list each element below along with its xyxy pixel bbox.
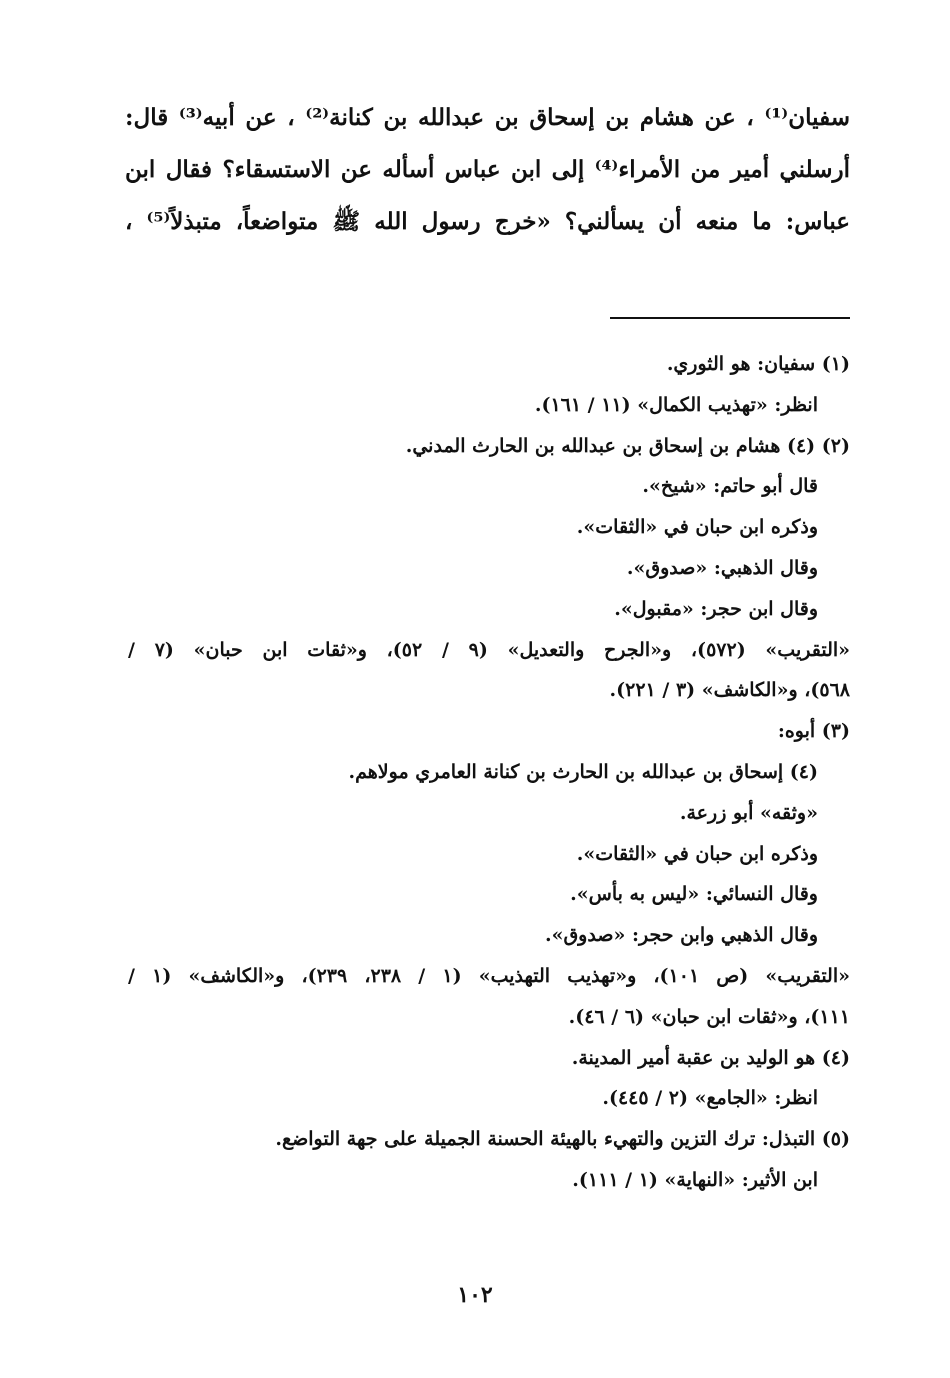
footnote-line: ١١١)، و«ثقات ابن حبان» (٦ / ٤٦). <box>568 1005 850 1028</box>
footnote-line: (٤) هو الوليد بن عقبة أمير المدينة. <box>571 1046 850 1069</box>
main-text-line: عباس: ما منعه أن يسألني؟ «خرج رسول الله ﷺ متواضعاً، متبذلاً⁽⁵⁾ ، <box>125 208 851 235</box>
footnote-line: قال أبو حاتم: «شيخ». <box>642 475 818 498</box>
footnote-line: انظر: «تهذيب الكمال» (١١ / ١٦١). <box>534 393 818 416</box>
footnote-line: «التقريب» (ص ١٠١)، و«تهذيب التهذيب» (١ / ٢٣٨، ٢٣٩)، و«الكاشف» (١ / <box>128 964 851 987</box>
footnote-line: (٤) إسحاق بن عبدالله بن الحارث بن كنانة العامري مولاهم. <box>348 760 818 783</box>
footnote-line: ابن الأثير: «النهاية» (١ / ١١١). <box>572 1168 818 1191</box>
page-number: ١٠٢ <box>457 1282 493 1308</box>
footnotes <box>128 344 850 1201</box>
footnote-separator <box>610 317 850 319</box>
footnote-line: وقال الذهبي: «صدوق». <box>626 556 818 579</box>
footnote-line: وذكره ابن حبان في «الثقات». <box>576 516 818 539</box>
main-text-line: أرسلني أمير من الأمراء⁽⁴⁾ إلى ابن عباس أسأله عن الاستسقاء؟ فقال ابن <box>125 156 850 183</box>
footnote-line: «التقريب» (٥٧٢)، و«الجرح والتعديل» (٩ / ٥٢)، و«ثقات ابن حبان» (٧ / <box>128 638 851 661</box>
footnote-line: وقال النسائي: «ليس به بأس». <box>570 883 818 906</box>
footnote-line: (١) سفيان: هو الثوري. <box>666 353 850 375</box>
footnote-line: ٥٦٨)، و«الكاشف» (٣ / ٢٢١). <box>609 679 850 702</box>
main-text-line: سفيان⁽¹⁾ ، عن هشام بن إسحاق بن عبدالله بن كنانة⁽²⁾ ، عن أبيه⁽³⁾ قال: <box>125 104 850 131</box>
main-text <box>125 92 850 248</box>
footnote-line: وقال ابن حجر: «مقبول». <box>614 597 818 620</box>
footnote-line: «وثقه» أبو زرعة. <box>679 801 818 824</box>
footnote-line: انظر: «الجامع» (٢ / ٤٤٥). <box>602 1087 818 1110</box>
footnote-line: وذكره ابن حبان في «الثقات». <box>576 842 818 865</box>
footnote-line: (٣) أبوه: <box>777 720 850 743</box>
footnote-line: (٢) (٤) هشام بن إسحاق بن عبدالله بن الحارث المدني. <box>405 434 850 457</box>
footnote-line: وقال الذهبي وابن حجر: «صدوق». <box>544 924 818 947</box>
footnote-line: (٥) التبذل: ترك التزين والتهيء بالهيئة الحسنة الجميلة على جهة التواضع. <box>275 1128 850 1151</box>
